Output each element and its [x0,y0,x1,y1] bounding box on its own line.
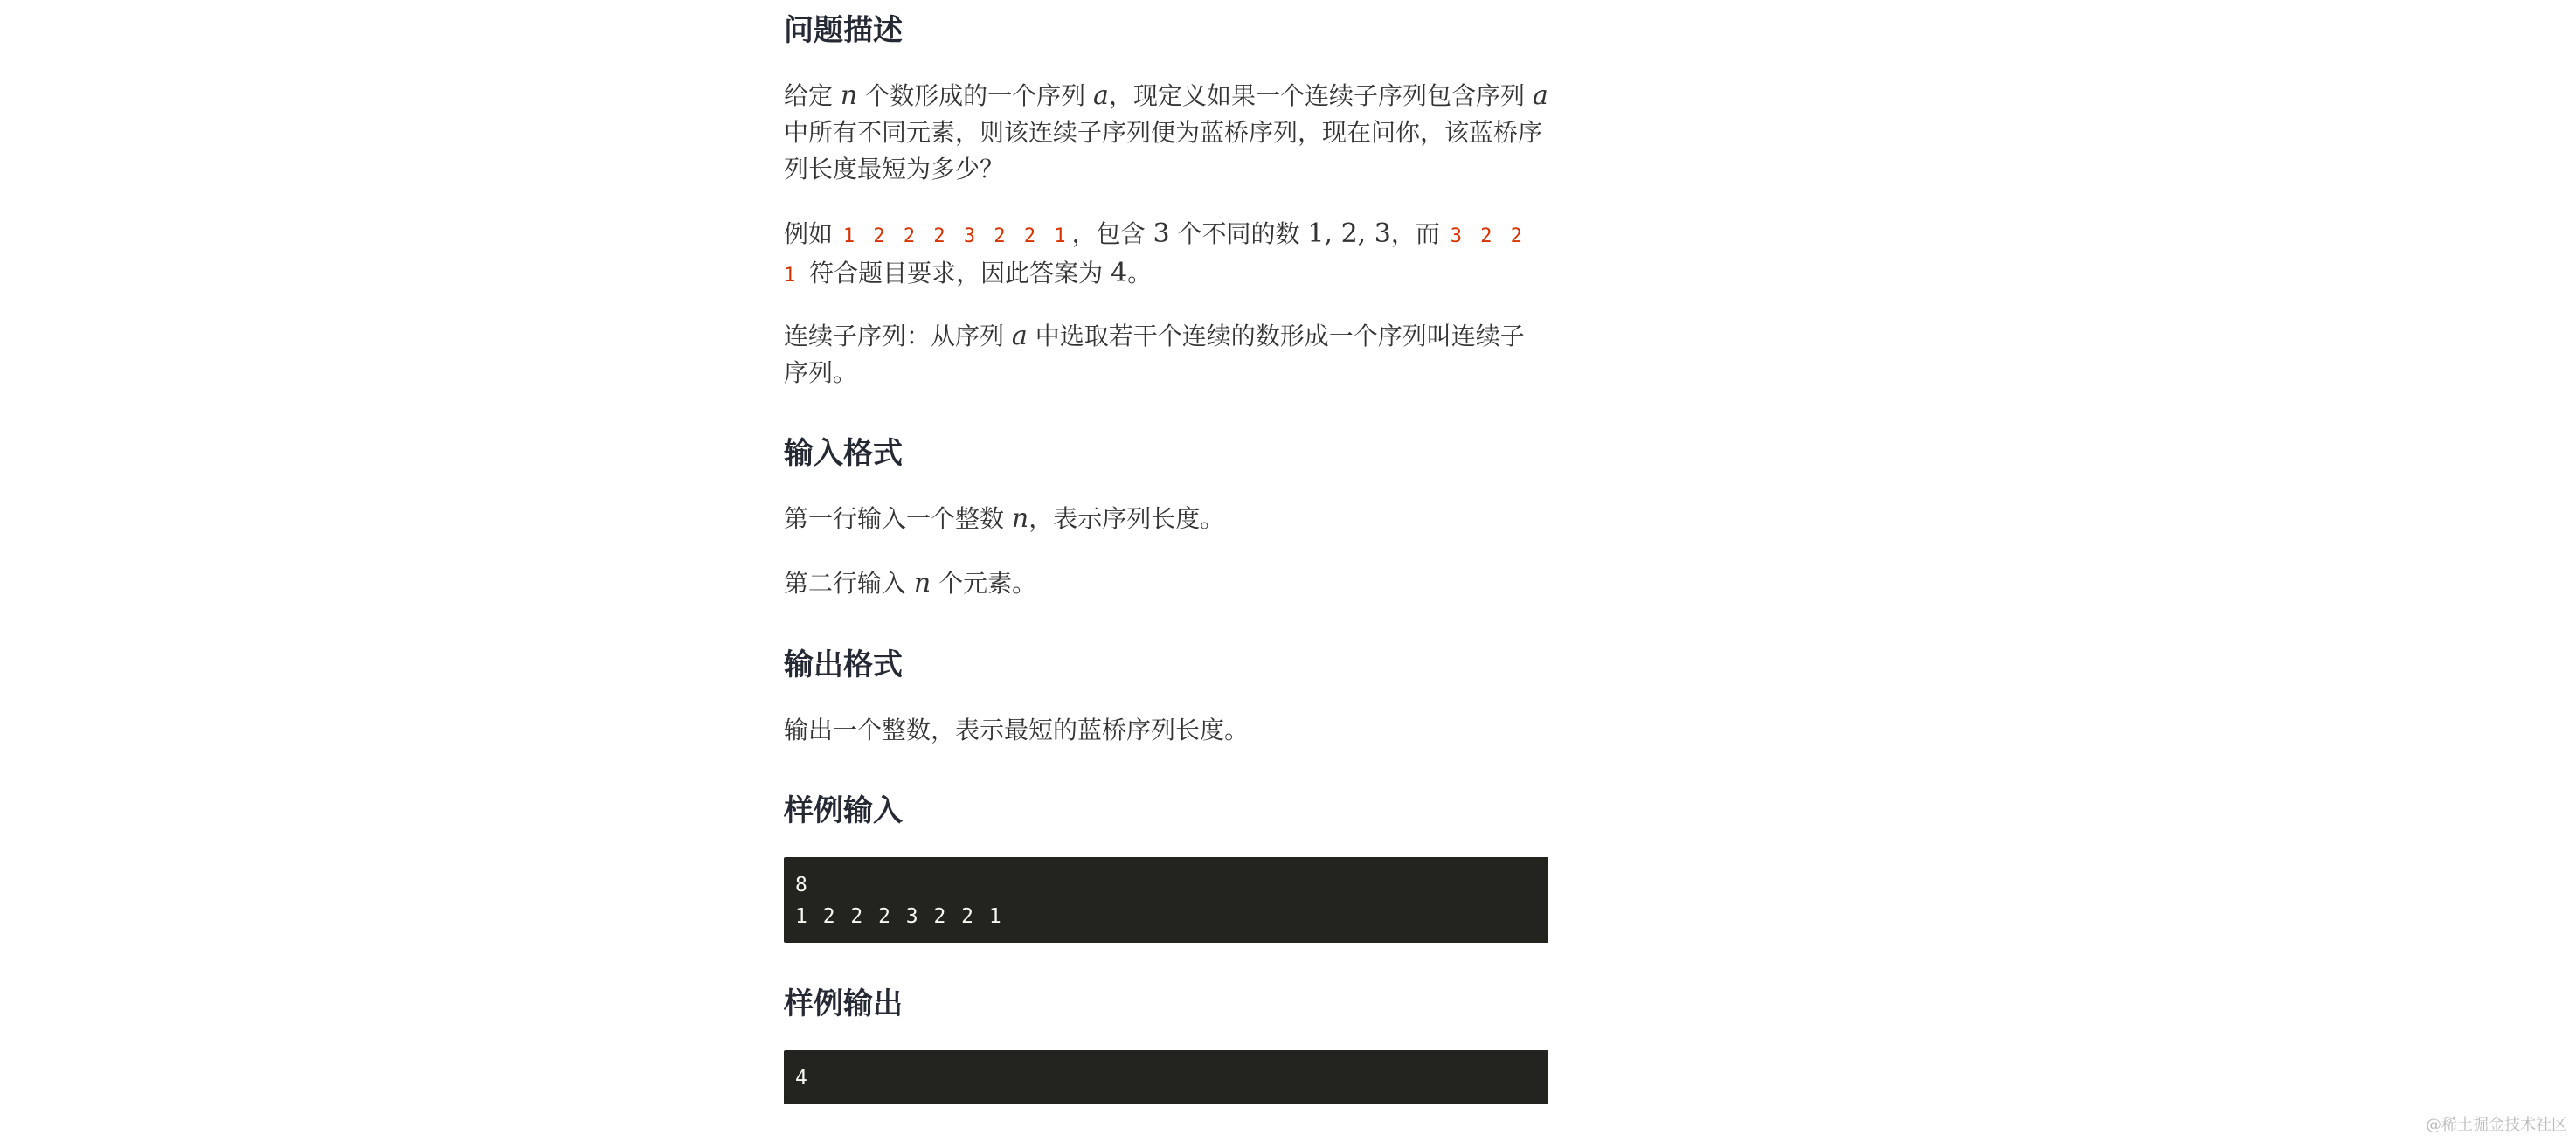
math-a: a [1011,321,1028,351]
problem-paragraph-3 [784,318,1548,391]
sample-output-heading: 样例输出 [784,986,903,1021]
text: 给定 [784,81,841,110]
input-format-paragraph-1 [784,501,1548,537]
text: 中所有不同元素，则该连续子序列便为蓝桥序列，现在问你，该蓝桥序列长度最短为多少？ [784,118,1543,183]
sample-output-code-block[interactable] [784,1050,1548,1104]
text: 个不同的数 [1169,219,1308,248]
problem-paragraph-1 [784,78,1548,188]
math-a: a [1093,80,1109,111]
inline-code-sequence: 1 2 2 2 3 2 2 1 [842,225,1070,247]
text: ，表示序列长度。 [1028,504,1225,533]
text: 例如 [784,219,841,248]
text: 第二行输入 [784,569,914,598]
problem-heading: 问题描述 [784,13,903,48]
text: 中选取若干个连续的数形成一个序列叫连续子序列。 [784,322,1525,387]
text: 符合题目要求，因此答案为 [801,259,1111,287]
math-n: n [840,80,858,111]
input-format-heading: 输入格式 [784,436,903,471]
text: 连续子序列：从序列 [784,322,1012,350]
text: 第一行输入一个整数 [784,504,1012,533]
text: ，现定义如果一个连续子序列包含序列 [1108,81,1533,110]
output-format-paragraph: 输出一个整数，表示最短的蓝桥序列长度。 [784,716,1250,744]
math-set: 1, 2, 3 [1307,218,1391,249]
input-format-paragraph-2 [784,565,1548,602]
sample-input-code-block[interactable] [784,857,1548,943]
sample-input-code[interactable]: 8 1 2 2 2 3 2 2 1 [795,874,1003,928]
math-3: 3 [1153,218,1170,249]
text: 个元素。 [931,569,1037,598]
math-n: n [913,568,931,599]
math-a: a [1532,80,1548,111]
output-format-heading: 输出格式 [784,647,903,682]
inline-code-subsequence: 3 2 2 1 [784,225,1526,287]
text: ，而 [1390,219,1448,248]
text: 。 [1127,259,1153,287]
sample-output-code[interactable]: 4 [795,1067,809,1090]
sample-input-heading: 样例输入 [784,793,903,828]
text: 个数形成的一个序列 [857,81,1094,110]
text: ，包含 [1071,219,1153,248]
math-n: n [1011,503,1029,534]
watermark: @稀土掘金技术社区 [2426,1116,2567,1134]
problem-paragraph-2 [784,216,1548,294]
math-4: 4 [1111,258,1128,288]
